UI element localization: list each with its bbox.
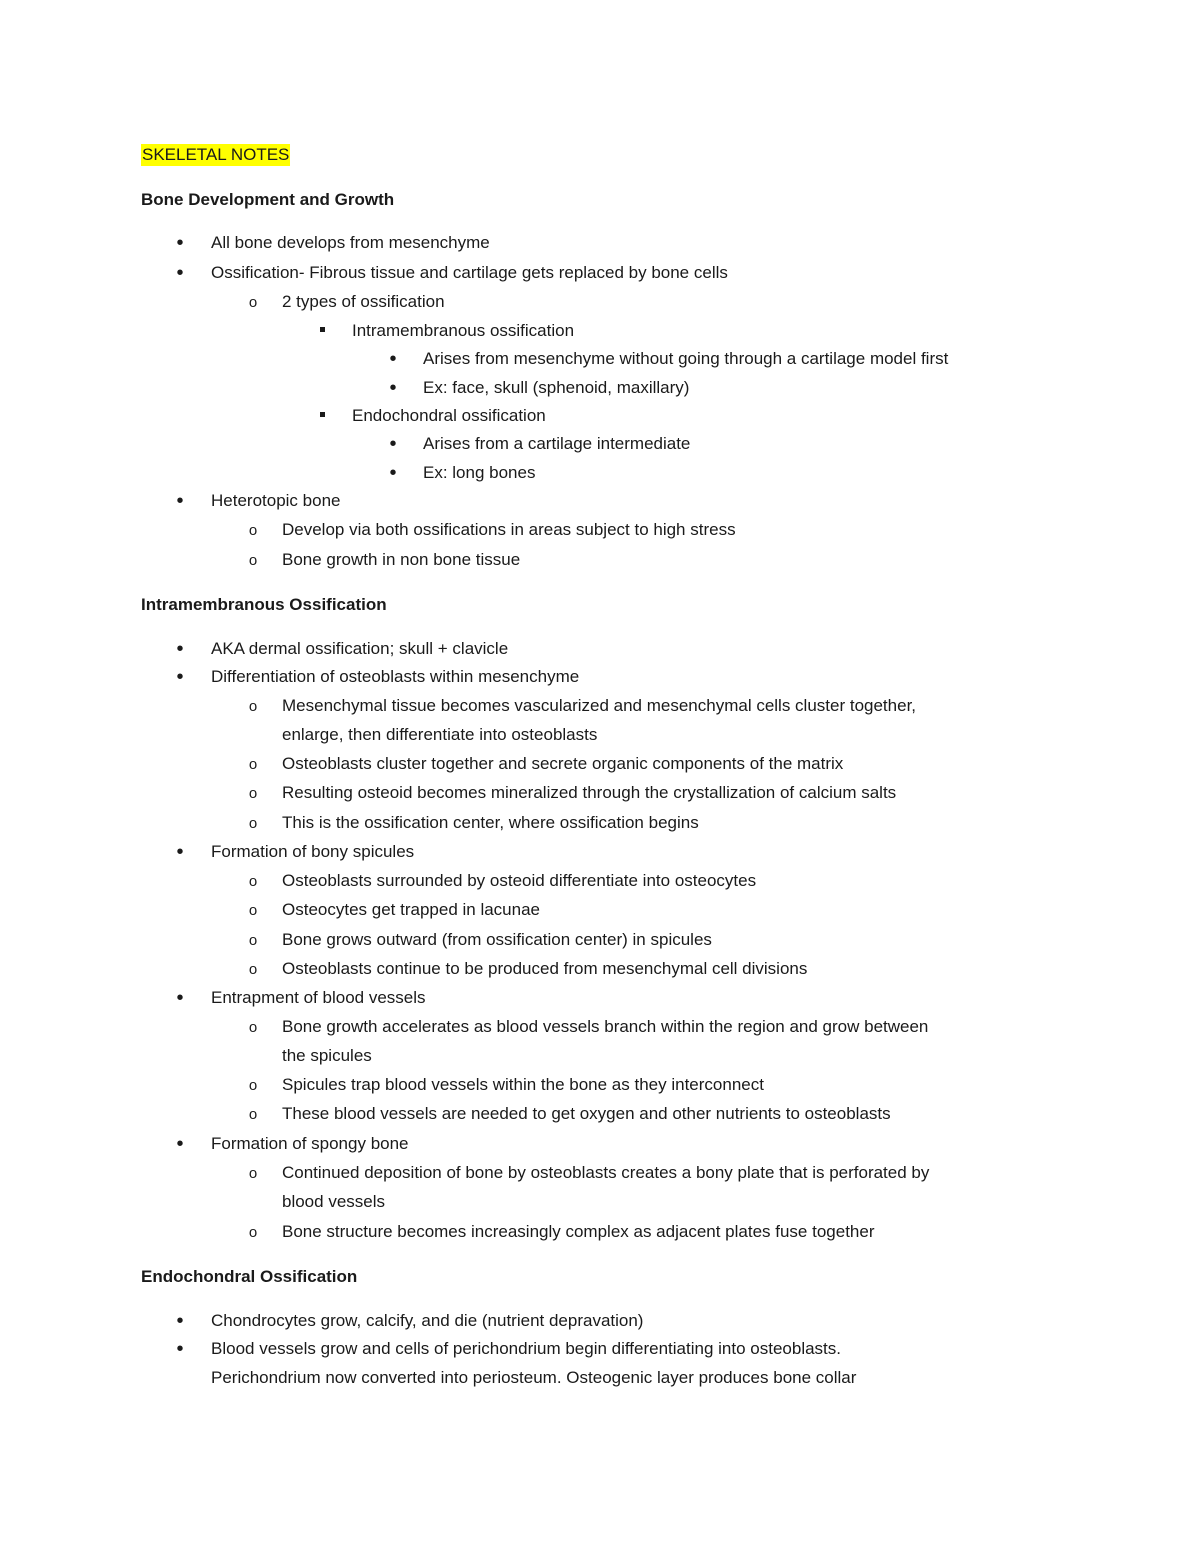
bullet-circle	[246, 1016, 260, 1039]
bullet-disc	[386, 377, 400, 400]
list-item: Mesenchymal tissue becomes vascularized and mesenchymal cells cluster together,	[282, 696, 917, 715]
section-heading-endochondral: Endochondral Ossification	[141, 1267, 358, 1286]
section-heading-bone-development: Bone Development and Growth	[141, 190, 395, 209]
bullet-circle	[246, 929, 260, 952]
list-item: 2 types of ossification	[282, 292, 445, 311]
bullet-circle	[246, 1221, 260, 1244]
list-item: Resulting osteoid becomes mineralized through the crystallization of calcium salts	[282, 783, 897, 802]
list-item-continuation: the spicules	[282, 1046, 372, 1065]
list-item: Differentiation of osteoblasts within mesenchyme	[211, 667, 580, 686]
bullet-disc	[173, 232, 187, 255]
bullet-square	[315, 320, 329, 342]
list-item: Formation of spongy bone	[211, 1134, 409, 1153]
bullet-circle	[246, 1103, 260, 1126]
list-item: Osteoblasts surrounded by osteoid differentiate into osteocytes	[282, 871, 757, 890]
bullet-disc	[173, 987, 187, 1010]
list-item: Chondrocytes grow, calcify, and die (nutrient depravation)	[211, 1311, 644, 1330]
bullet-disc	[173, 262, 187, 285]
bullet-disc	[386, 348, 400, 371]
list-item: Arises from mesenchyme without going through a cartilage model first	[423, 349, 949, 368]
list-item-continuation: blood vessels	[282, 1192, 386, 1211]
list-item: Endochondral ossification	[352, 406, 546, 425]
bullet-disc	[173, 638, 187, 661]
list-item: This is the ossification center, where ossification begins	[282, 813, 699, 832]
bullet-disc	[173, 666, 187, 689]
section-heading-intramembranous: Intramembranous Ossification	[141, 595, 387, 614]
bullet-disc	[386, 433, 400, 456]
list-item: AKA dermal ossification; skull + clavicle	[211, 639, 509, 658]
list-item: Ex: long bones	[423, 463, 536, 482]
list-item: These blood vessels are needed to get oxygen and other nutrients to osteoblasts	[282, 1104, 891, 1123]
list-item: Formation of bony spicules	[211, 842, 415, 861]
bullet-circle	[246, 958, 260, 981]
list-item: Osteocytes get trapped in lacunae	[282, 900, 540, 919]
list-item: Bone growth accelerates as blood vessels branch within the region and grow between	[282, 1017, 929, 1036]
bullet-circle	[246, 1162, 260, 1185]
list-item: Ossification- Fibrous tissue and cartilage gets replaced by bone cells	[211, 263, 728, 282]
list-item-continuation: enlarge, then differentiate into osteoblasts	[282, 725, 598, 744]
list-item: Osteoblasts continue to be produced from mesenchymal cell divisions	[282, 959, 808, 978]
list-item: Osteoblasts cluster together and secrete organic components of the matrix	[282, 754, 844, 773]
bullet-square	[315, 405, 329, 427]
list-item: Develop via both ossifications in areas subject to high stress	[282, 520, 736, 539]
list-item: Intramembranous ossification	[352, 321, 575, 340]
list-item: Heterotopic bone	[211, 491, 341, 510]
list-item: Bone growth in non bone tissue	[282, 550, 521, 569]
list-item: Continued deposition of bone by osteoblasts creates a bony plate that is perforated by	[282, 1163, 930, 1182]
list-item: Bone structure becomes increasingly complex as adjacent plates fuse together	[282, 1222, 875, 1241]
list-item: Blood vessels grow and cells of perichondrium begin differentiating into osteoblasts.	[211, 1339, 841, 1358]
list-item: Spicules trap blood vessels within the bone as they interconnect	[282, 1075, 764, 1094]
list-item: All bone develops from mesenchyme	[211, 233, 490, 252]
bullet-circle	[246, 1074, 260, 1097]
document-title: SKELETAL NOTES	[142, 145, 290, 164]
list-item: Bone grows outward (from ossification center) in spicules	[282, 930, 712, 949]
bullet-circle	[246, 899, 260, 922]
bullet-circle	[246, 291, 260, 314]
list-item: Arises from a cartilage intermediate	[423, 434, 691, 453]
bullet-circle	[246, 782, 260, 805]
bullet-disc	[173, 490, 187, 513]
bullet-disc	[173, 1338, 187, 1361]
list-item-continuation: Perichondrium now converted into periosteum. Osteogenic layer produces bone collar	[211, 1368, 857, 1387]
bullet-circle	[246, 870, 260, 893]
bullet-circle	[246, 519, 260, 542]
bullet-disc	[173, 1133, 187, 1156]
bullet-disc	[173, 841, 187, 864]
bullet-circle	[246, 753, 260, 776]
bullet-disc	[386, 462, 400, 485]
bullet-circle	[246, 812, 260, 835]
bullet-disc	[173, 1310, 187, 1333]
list-item: Entrapment of blood vessels	[211, 988, 426, 1007]
list-item: Ex: face, skull (sphenoid, maxillary)	[423, 378, 690, 397]
bullet-circle	[246, 549, 260, 572]
bullet-circle	[246, 695, 260, 718]
